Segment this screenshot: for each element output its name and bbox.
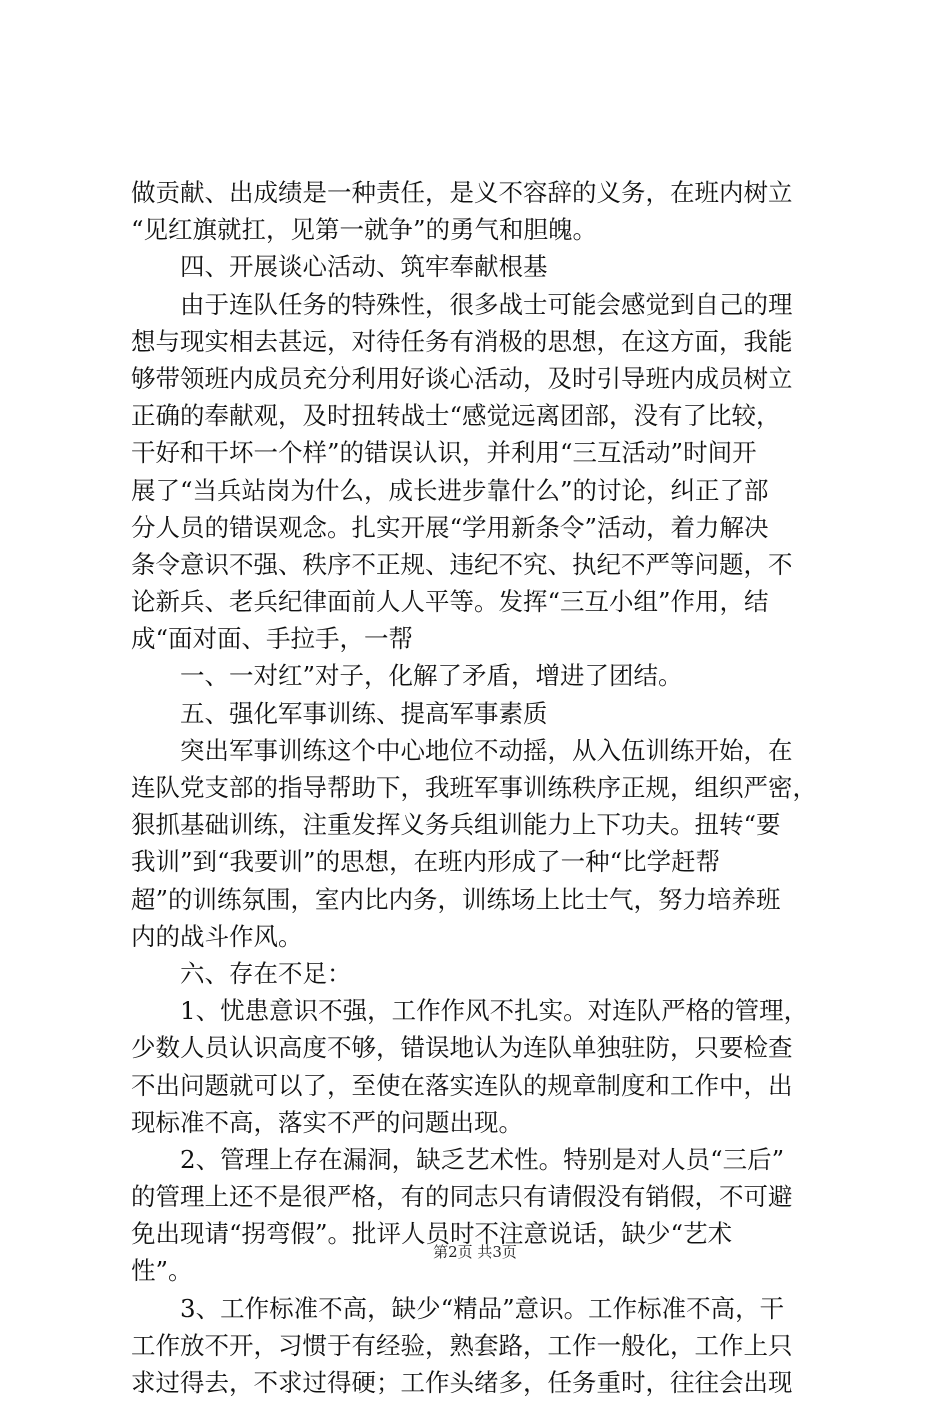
text-line: 内的战斗作风。: [131, 921, 303, 951]
text-line: 1、忧患意识不强，工作作风不扎实。对连队严格的管理，: [131, 996, 809, 1026]
text-line: 一、一对红”对子，化解了矛盾，增进了团结。: [131, 661, 683, 691]
section-heading: 五、强化军事训练、提高军事素质: [131, 698, 548, 728]
section-heading: 六、存在不足：: [131, 958, 352, 988]
text-line: 免出现请“拐弯假”。批评人员时不注意说话，缺少“艺术: [131, 1219, 733, 1249]
text-line: 我训”到“我要训”的思想，在班内形成了一种“比学赶帮: [131, 847, 721, 877]
text-line: 连队党支部的指导帮助下，我班军事训练秩序正规，组织严密，: [131, 773, 817, 802]
text-line: 做贡献、出成绩是一种责任，是义不容辞的义务，在班内树立: [131, 178, 793, 207]
page-footer: 第2页 共3页: [433, 1243, 517, 1261]
text-line: 工作放不开，习惯于有经验，熟套路，工作一般化，工作上只: [131, 1330, 793, 1360]
text-line: “见红旗就扛，见第一就争”的勇气和胆魄。: [131, 215, 598, 245]
text-line: 超”的训练氛围，室内比内务，训练场上比士气，努力培养班: [131, 884, 781, 914]
text-line: 2、管理上存在漏洞，缺乏艺术性。特别是对人员“三后”: [131, 1144, 785, 1174]
text-line: 3、工作标准不高，缺少“精品”意识。工作标准不高，干: [131, 1293, 785, 1323]
text-line: 论新兵、老兵纪律面前人人平等。发挥“三互小组”作用，结: [131, 587, 769, 617]
text-line: 想与现实相去甚远，对待任务有消极的思想，在这方面，我能: [131, 326, 793, 356]
text-line: 狠抓基础训练，注重发挥义务兵组训能力上下功夫。扭转“要: [131, 810, 781, 840]
text-line: 求过得去，不求过得硬；工作头绪多，任务重时，往往会出现: [131, 1368, 793, 1397]
section-heading: 四、开展谈心活动、筑牢奉献根基: [131, 252, 548, 282]
text-line: 突出军事训练这个中心地位不动摇，从入伍训练开始，在: [131, 735, 793, 765]
text-line: 够带领班内成员充分利用好谈心活动，及时引导班内成员树立: [131, 363, 793, 393]
document-body: [131, 174, 833, 1401]
text-line: 现标准不高，落实不严的问题出现。: [131, 1107, 523, 1137]
text-line: 成“面对面、手拉手，一帮: [131, 624, 414, 654]
text-line: 少数人员认识高度不够，错误地认为连队单独驻防，只要检查: [131, 1033, 793, 1063]
text-line: 展了“当兵站岗为什么，成长进步靠什么”的讨论，纠正了部: [131, 475, 769, 505]
text-line: 由于连队任务的特殊性，很多战士可能会感觉到自己的理: [131, 289, 793, 319]
text-line: 不出问题就可以了，至使在落实连队的规章制度和工作中，出: [131, 1070, 793, 1100]
text-line: 条令意识不强、秩序不正规、违纪不究、执纪不严等问题，不: [131, 549, 793, 579]
text-line: 分人员的错误观念。扎实开展“学用新条令”活动，着力解决: [131, 512, 769, 542]
text-line: 性”。: [131, 1256, 193, 1286]
text-line: 的管理上还不是很严格，有的同志只有请假没有销假，不可避: [131, 1182, 793, 1212]
text-line: 干好和干坏一个样”的错误认识，并利用“三互活动”时间开: [131, 438, 757, 468]
text-line: 正确的奉献观，及时扭转战士“感觉远离团部，没有了比较，: [131, 401, 781, 431]
